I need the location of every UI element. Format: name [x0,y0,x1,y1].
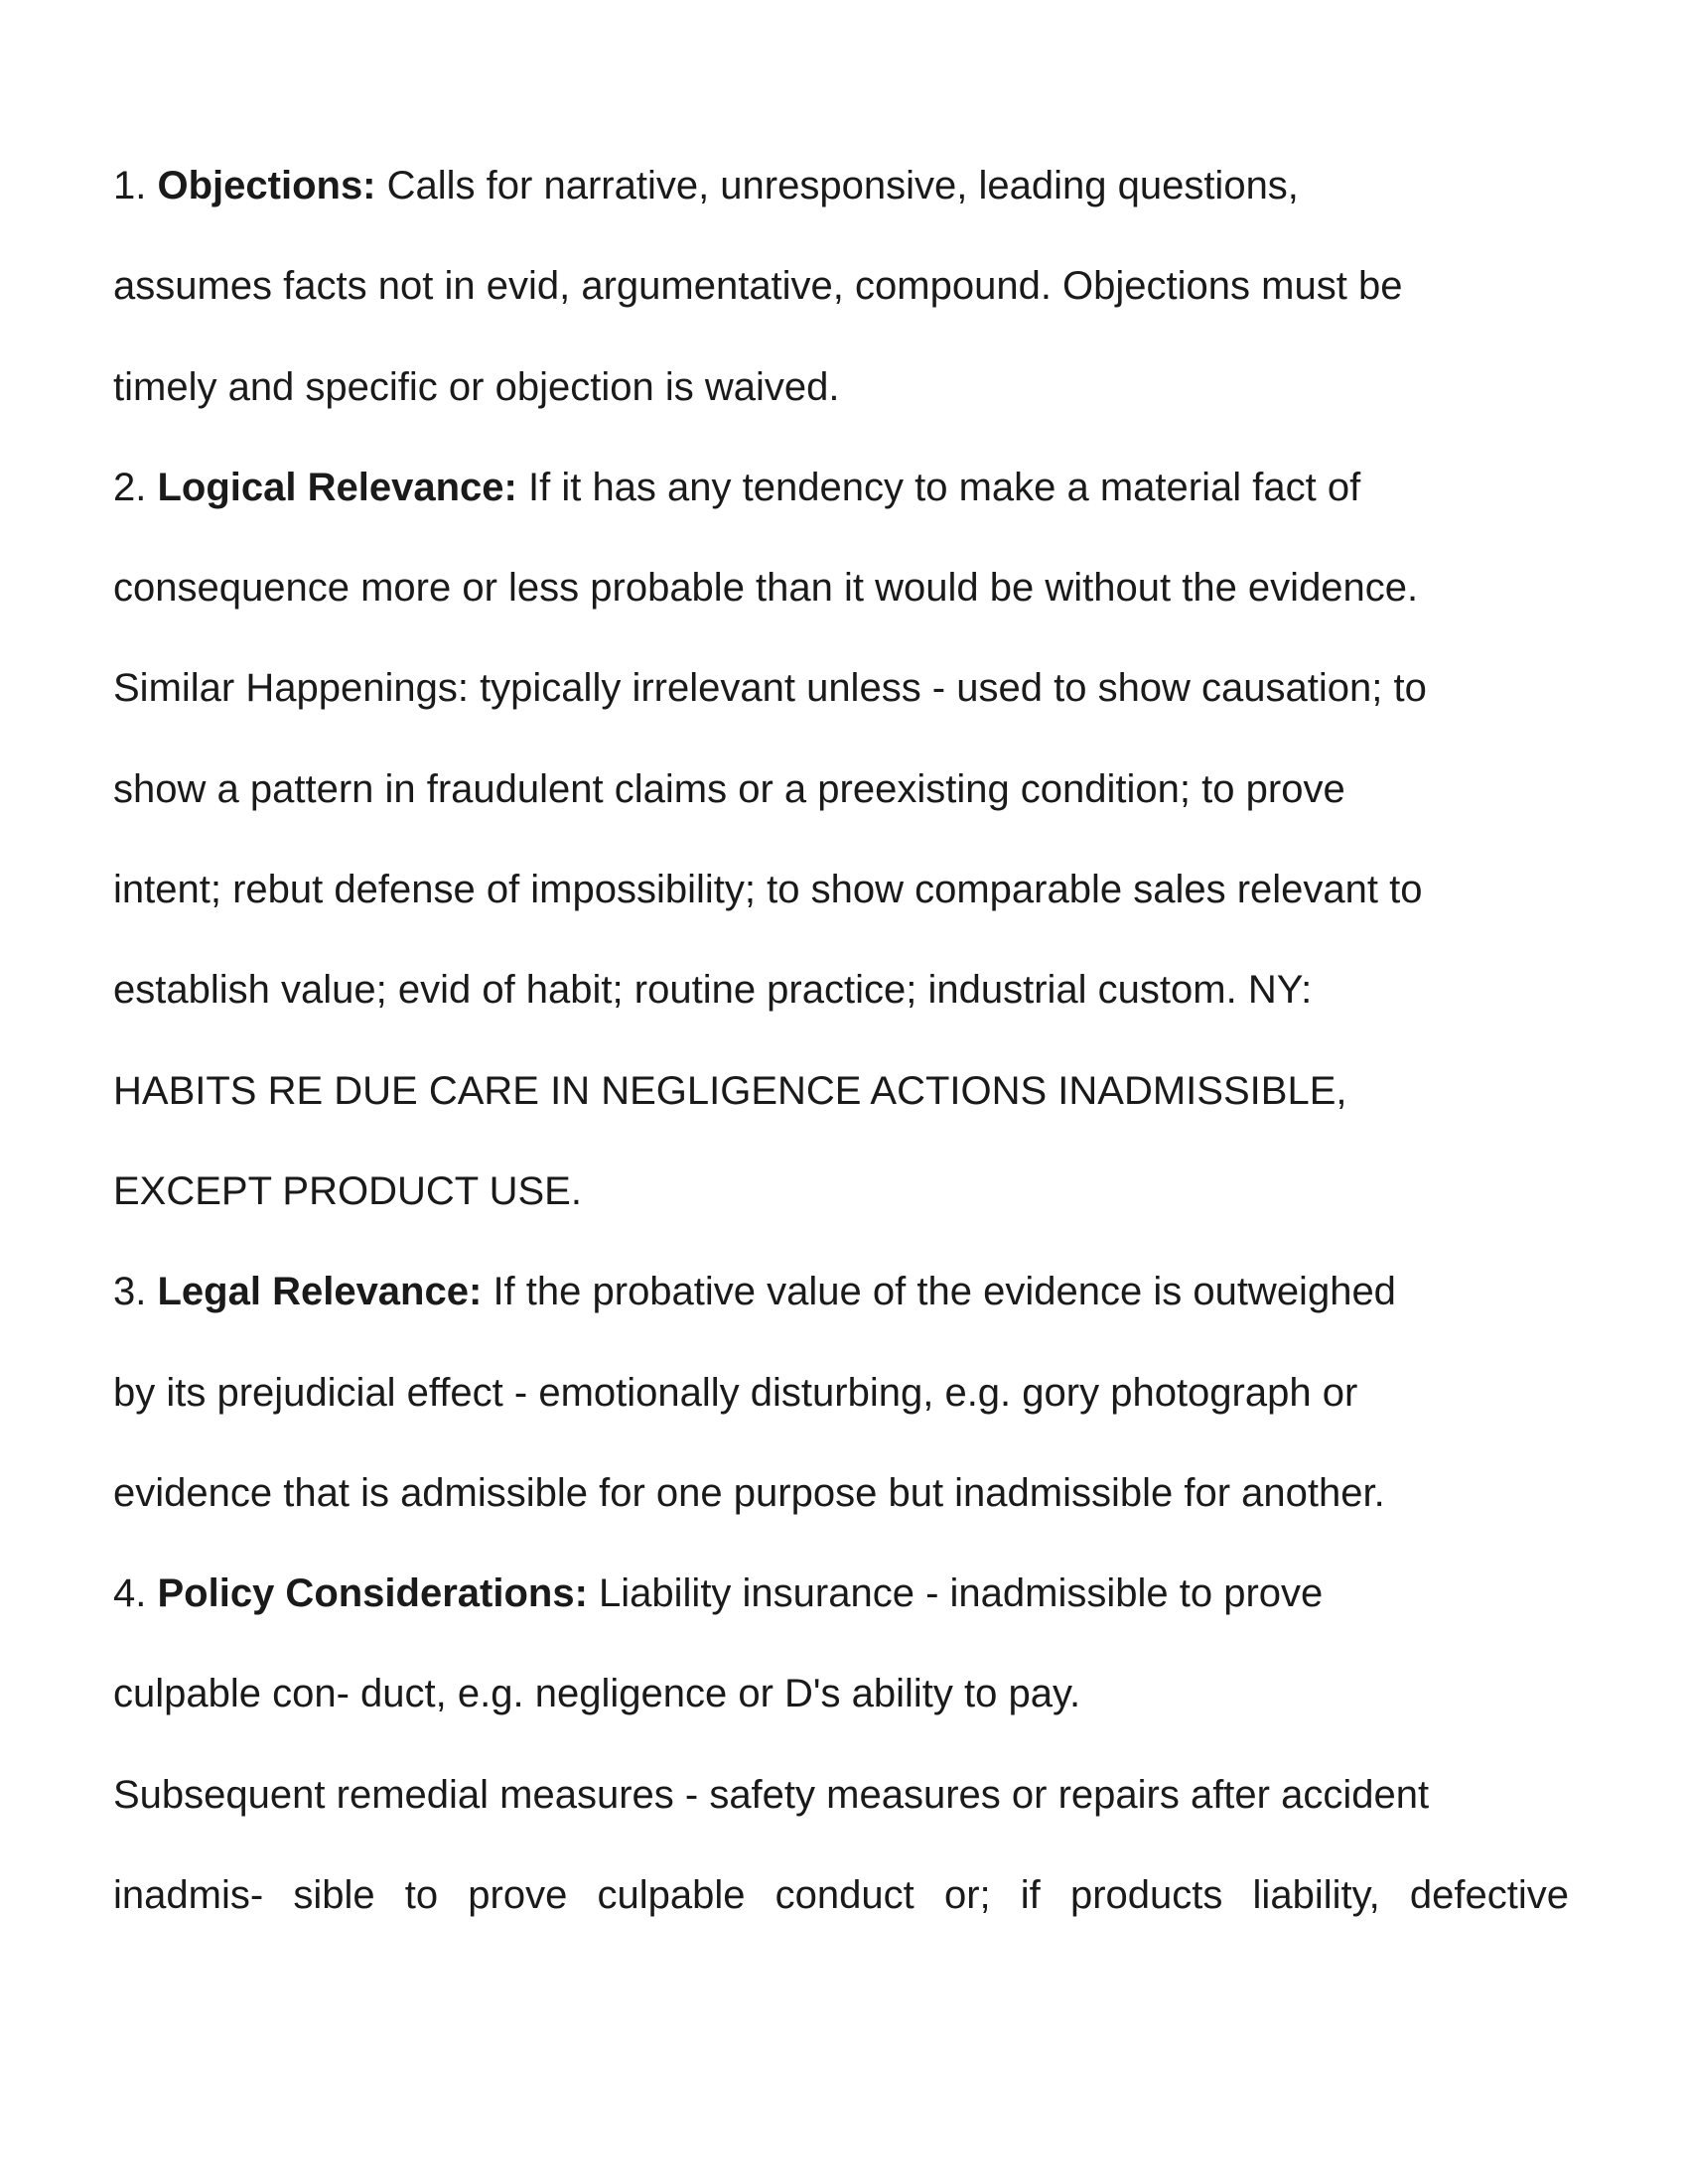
section-number: 4. [113,1571,147,1616]
section-text: If it has any tendency to make a material fact of [527,465,1361,509]
text-line: Subsequent remedial measures - safety measures or repairs after accident [113,1772,1430,1817]
section-number: 1. [113,164,147,207]
text-line: timely and specific or objection is waived. [113,364,840,409]
text-line: consequence more or less probable than it would be without the evidence. [113,566,1419,611]
section-text: Liability insurance - inadmissible to prove [599,1571,1324,1616]
section-text: Calls for narrative, unresponsive, leading questions, [386,164,1299,207]
section-number: 3. [113,1270,147,1314]
section-label: Objections: [157,164,376,207]
section-3-heading-line [113,1242,1569,1342]
text-line: assumes facts not in evid, argumentative, compound. Objections must be [113,264,1403,309]
text-line: evidence that is admissible for one purpose but inadmissible for another. [113,1470,1385,1515]
section-2-heading-line [113,438,1569,538]
section-1-heading-line [113,136,1569,236]
section-label: Logical Relevance: [157,465,517,509]
text-line: EXCEPT PRODUCT USE. [113,1168,582,1213]
text-line: establish value; evid of habit; routine practice; industrial custom. NY: [113,968,1313,1013]
section-label: Policy Considerations: [157,1571,588,1616]
text-line: show a pattern in fraudulent claims or a preexisting condition; to prove [113,766,1345,811]
section-4-heading-line [113,1544,1569,1644]
section-number: 2. [113,465,147,509]
text-line: HABITS RE DUE CARE IN NEGLIGENCE ACTIONS INADMISSIBLE, [113,1068,1347,1113]
text-line: by its prejudicial effect - emotionally disturbing, e.g. gory photograph or [113,1370,1358,1415]
text-line: inadmis- sible to prove culpable conduct or; if products liability, defective [113,1873,1569,1918]
document-page [113,136,1569,1946]
text-line: culpable con- duct, e.g. negligence or D's ability to pay. [113,1672,1081,1716]
section-text: If the probative value of the evidence is outweighed [492,1270,1396,1314]
text-line: intent; rebut defense of impossibility; to show comparable sales relevant to [113,868,1423,912]
section-label: Legal Relevance: [157,1270,483,1314]
text-line: Similar Happenings: typically irrelevant unless - used to show causation; to [113,666,1427,711]
